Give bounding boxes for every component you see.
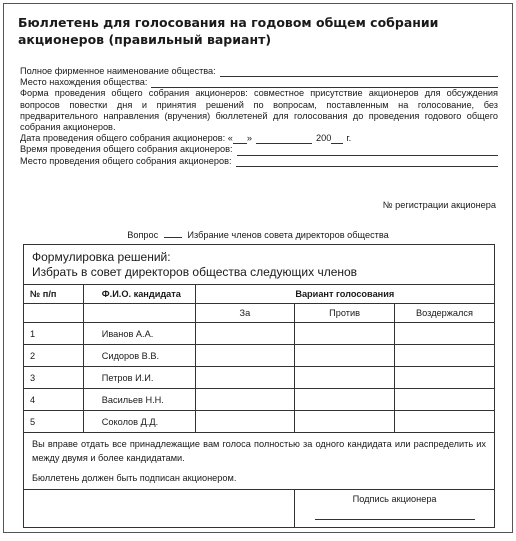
location-field[interactable] [151,79,498,88]
company-name-field[interactable] [220,68,498,77]
registration-number-label: № регистрации акционера [382,200,496,210]
meeting-form-text: Форма проведения общего собрания акционеров: совместное присутствие акционеров для обсуждения вопросов повестки дня и принятия решений по вопросам, поставленным на голосование, без предварительного направления (вручения) бюллетеней для голосования до проведения годового общего собрания акционеров. [20,88,498,133]
decision-heading-line2: Избрать в совет директоров общества следующих членов [32,264,358,279]
vote-for-cell[interactable] [195,411,295,433]
meeting-details [20,66,498,167]
vote-abstain-cell[interactable] [395,323,495,345]
empty-header-cell [24,304,84,323]
table-row [24,411,495,433]
vote-for-cell[interactable] [195,345,295,367]
voting-table [23,244,495,528]
table-row [24,323,495,345]
ballot-title: Бюллетень для голосования на годовом общем собрании акционеров (правильный вариант) [18,15,439,47]
place-label: Место проведения общего собрания акционеров: [20,155,232,166]
vote-abstain-cell[interactable] [395,345,495,367]
place-row [20,156,498,167]
vote-against-cell[interactable] [295,345,395,367]
vote-for-cell[interactable] [195,323,295,345]
vote-option-abstain: Воздержался [395,304,495,323]
candidate-number: 4 [24,389,84,411]
vote-against-cell[interactable] [295,389,395,411]
date-suffix: г. [346,133,352,144]
company-name-row [20,66,498,77]
signature-cell[interactable] [295,490,495,528]
vote-for-cell[interactable] [195,367,295,389]
vote-against-cell[interactable] [295,323,395,345]
candidate-name: Васильев Н.Н. [83,389,195,411]
ballot-page [3,3,513,533]
time-field[interactable] [237,147,498,156]
date-year: 200 [316,133,332,144]
note-signature-required: Бюллетень должен быть подписан акционером. [32,473,237,483]
time-label: Время проведения общего собрания акционеров: [20,144,233,155]
question-number-field[interactable] [164,229,182,238]
table-row [24,389,495,411]
candidate-number: 2 [24,345,84,367]
signature-empty-area [24,490,295,528]
company-name-label: Полное фирменное наименование общества: [20,66,216,76]
candidate-name: Сидоров В.В. [83,345,195,367]
date-month-field[interactable] [256,135,312,144]
candidate-name: Иванов А.А. [83,323,195,345]
table-row [24,367,495,389]
signature-label: Подпись акционера [352,494,437,504]
note-votes-distribution: Вы вправе отдать все принадлежащие вам голоса полностью за одного кандидата или распределить их между двумя и более кандидатами. [32,439,486,463]
empty-header-cell [83,304,195,323]
signature-line[interactable] [315,518,475,520]
candidate-number: 3 [24,367,84,389]
column-header-name: Ф.И.О. кандидата [83,285,195,304]
column-header-vote: Вариант голосования [195,285,494,304]
vote-abstain-cell[interactable] [395,367,495,389]
question-line [4,229,512,240]
place-field[interactable] [236,158,498,167]
question-text: Избрание членов совета директоров общества [187,230,389,240]
location-row [20,77,498,88]
date-year-field[interactable] [331,135,343,144]
candidate-name: Петров И.И. [83,367,195,389]
table-row [24,345,495,367]
time-row [20,144,498,155]
vote-against-cell[interactable] [295,411,395,433]
vote-against-cell[interactable] [295,367,395,389]
date-row [20,133,498,144]
candidate-number: 5 [24,411,84,433]
ballot-notes [24,433,495,490]
question-prefix: Вопрос [127,230,159,240]
decision-heading-line1: Формулировка решений: [32,249,171,264]
vote-abstain-cell[interactable] [395,411,495,433]
candidate-name: Соколов Д.Д. [83,411,195,433]
date-quote-close: » [246,133,253,144]
location-label: Место нахождения общества: [20,77,148,88]
candidate-number: 1 [24,323,84,345]
vote-for-cell[interactable] [195,389,295,411]
vote-abstain-cell[interactable] [395,389,495,411]
vote-option-against: Против [295,304,395,323]
date-day-field[interactable] [233,135,247,144]
decision-heading [24,245,495,285]
vote-option-for: За [195,304,295,323]
date-label: Дата проведения общего собрания акционеров: « [20,133,233,144]
column-header-number: № п/п [24,285,84,304]
